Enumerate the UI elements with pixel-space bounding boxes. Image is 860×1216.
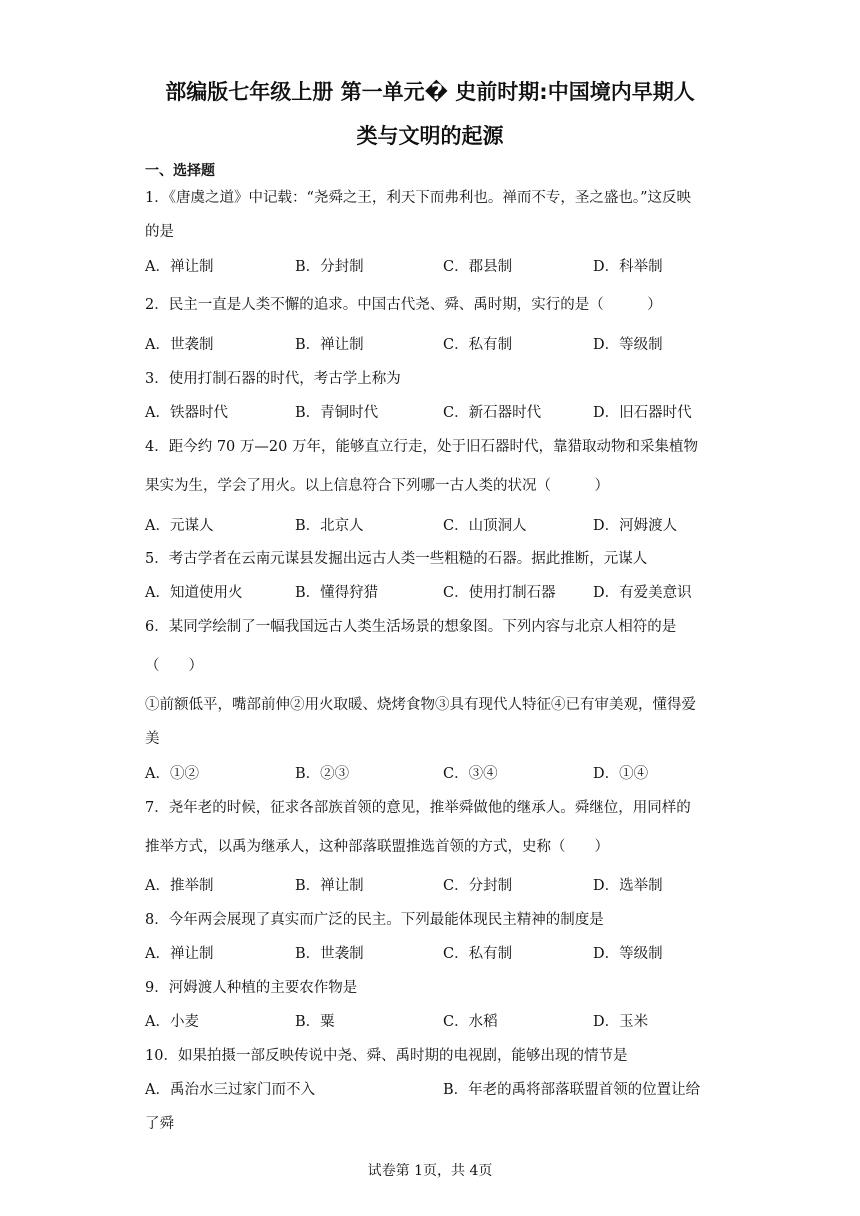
question-1-stem-cont: 的是	[145, 224, 174, 240]
question-10-stem: 10．如果拍摄一部反映传说中尧、舜、禹时期的电视剧，能够出现的情节是	[145, 1048, 628, 1064]
question-1-stem: 1．《唐虞之道》中记载：“尧舜之王，利天下而弗利也。禅而不专，圣之盛也。”这反映	[145, 190, 692, 206]
option-c[interactable]: C．私有制	[443, 337, 513, 353]
question-2-stem: 2．民主一直是人类不懈的追求。中国古代尧、舜、禹时期，实行的是（ ）	[145, 297, 662, 313]
option-b[interactable]: B．粟	[295, 1014, 335, 1030]
option-d[interactable]: D．①④	[593, 766, 649, 782]
option-a[interactable]: A．小麦	[145, 1014, 199, 1030]
option-d[interactable]: D．玉米	[593, 1014, 649, 1030]
option-a[interactable]: A．禅让制	[145, 946, 214, 962]
option-a[interactable]: A．禅让制	[145, 259, 214, 275]
option-b-cont: 了舜	[145, 1116, 174, 1132]
option-a[interactable]: A．元谋人	[145, 518, 214, 534]
option-d[interactable]: D．等级制	[593, 946, 663, 962]
page-title-line-1: 部编版七年级上册 第一单元� 史前时期:中国境内早期人	[165, 80, 695, 104]
question-7-stem-cont: 推举方式，以禹为继承人，这种部落联盟推选首领的方式，史称（ ）	[145, 839, 609, 855]
question-6-statements: ①前额低平，嘴部前伸②用火取暖、烧烤食物③具有现代人特征④已有审美观，懂得爱	[145, 697, 696, 713]
page-footer: 试卷第 1页，共 4页	[367, 1163, 493, 1179]
question-9-stem: 9．河姆渡人种植的主要农作物是	[145, 980, 358, 996]
option-c[interactable]: C．③④	[443, 766, 498, 782]
question-4-stem: 4．距今约 70 万—20 万年，能够直立行走，处于旧石器时代，靠猎取动物和采集植物	[145, 439, 698, 455]
option-b[interactable]: B．禅让制	[295, 878, 364, 894]
option-b[interactable]: B．禅让制	[295, 337, 364, 353]
option-b[interactable]: B．懂得狩猎	[295, 585, 379, 601]
option-d[interactable]: D．等级制	[593, 337, 663, 353]
question-8-stem: 8．今年两会展现了真实而广泛的民主。下列最能体现民主精神的制度是	[145, 912, 604, 928]
option-d[interactable]: D．科举制	[593, 259, 663, 275]
option-b[interactable]: B．北京人	[295, 518, 364, 534]
option-a[interactable]: A．①②	[145, 766, 199, 782]
option-a[interactable]: A．知道使用火	[145, 585, 243, 601]
question-6-answer-bracket: （ ）	[145, 658, 203, 674]
option-c[interactable]: C．郡县制	[443, 259, 513, 275]
option-a[interactable]: A．推举制	[145, 878, 214, 894]
option-b[interactable]: B．②③	[295, 766, 350, 782]
option-c[interactable]: C．分封制	[443, 878, 513, 894]
question-7-stem: 7．尧年老的时候，征求各部族首领的意见，推举舜做他的继承人。舜继位，用同样的	[145, 800, 691, 816]
option-b[interactable]: B．青铜时代	[295, 405, 379, 421]
option-d[interactable]: D．河姆渡人	[593, 518, 678, 534]
option-b[interactable]: B．分封制	[295, 259, 364, 275]
option-a[interactable]: A．世袭制	[145, 337, 214, 353]
option-b[interactable]: B．年老的禹将部落联盟首领的位置让给	[443, 1082, 701, 1098]
option-c[interactable]: C．私有制	[443, 946, 513, 962]
question-4-stem-cont: 果实为生，学会了用火。以上信息符合下列哪一古人类的状况（ ）	[145, 478, 609, 494]
question-6-statements-cont: 美	[145, 731, 160, 747]
question-5-stem: 5．考古学者在云南元谋县发掘出远古人类一些粗糙的石器。据此推断，元谋人	[145, 551, 648, 567]
option-a[interactable]: A．禹治水三过家门而不入	[145, 1082, 315, 1098]
page-title-line-2: 类与文明的起源	[356, 124, 504, 148]
option-c[interactable]: C．使用打制石器	[443, 585, 556, 601]
option-d[interactable]: D．旧石器时代	[593, 405, 692, 421]
question-3-stem: 3．使用打制石器的时代，考古学上称为	[145, 371, 401, 387]
option-d[interactable]: D．有爱美意识	[593, 585, 692, 601]
option-d[interactable]: D．选举制	[593, 878, 663, 894]
option-b[interactable]: B．世袭制	[295, 946, 364, 962]
option-c[interactable]: C．山顶洞人	[443, 518, 527, 534]
question-6-stem: 6．某同学绘制了一幅我国远古人类生活场景的想象图。下列内容与北京人相符的是	[145, 619, 677, 635]
option-a[interactable]: A．铁器时代	[145, 405, 228, 421]
option-c[interactable]: C．水稻	[443, 1014, 498, 1030]
option-c[interactable]: C．新石器时代	[443, 405, 542, 421]
section-heading: 一、选择题	[145, 163, 215, 179]
